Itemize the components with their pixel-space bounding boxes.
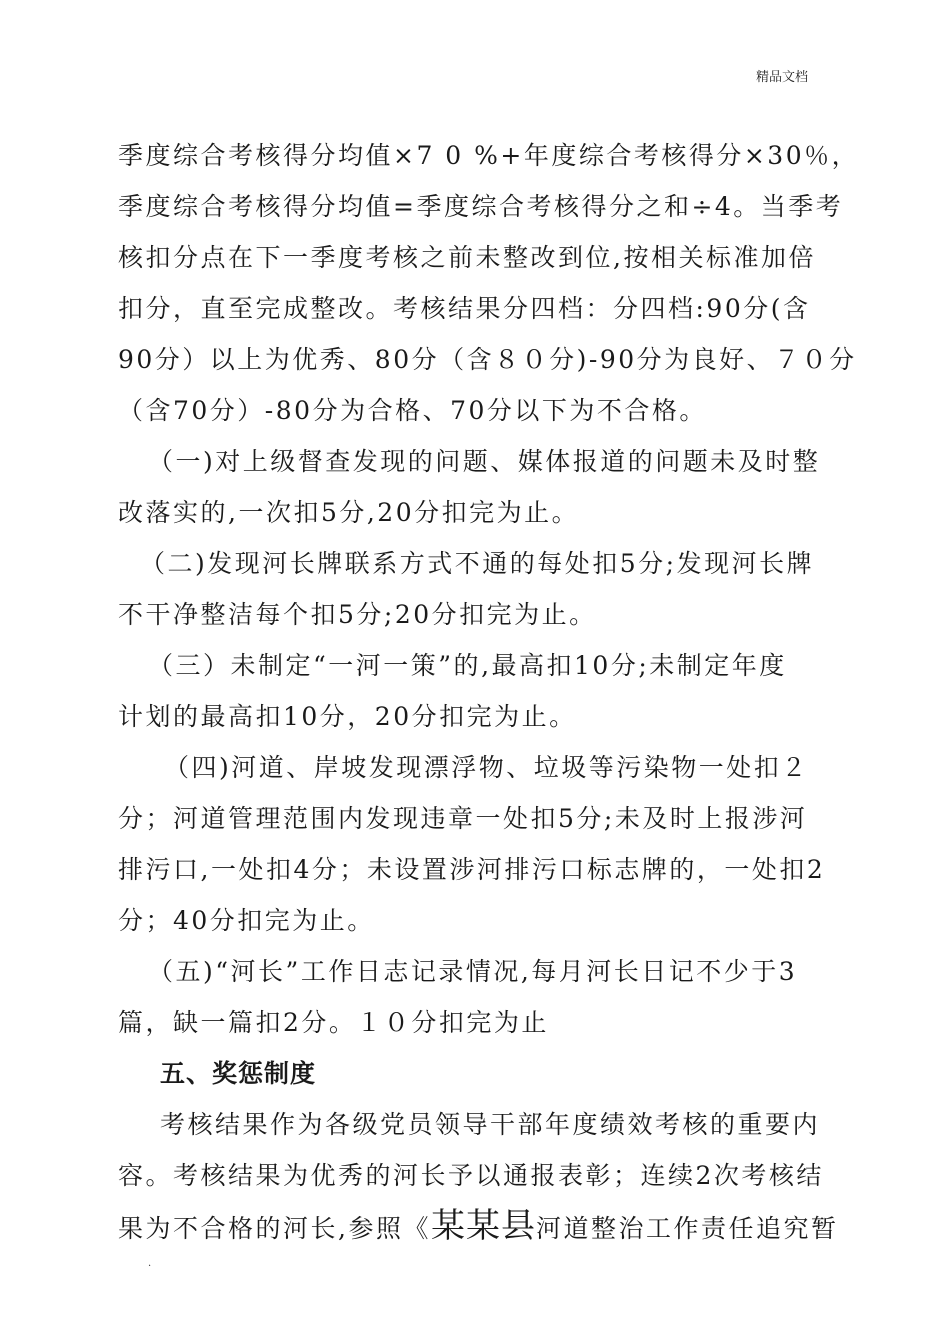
text-line <box>118 1201 838 1252</box>
text-line: （五)“河长”工作日志记录情况,每月河长日记不少于3 <box>148 957 798 986</box>
text-line: （三）未制定“一河一策”的,最高扣10分;未制定年度 <box>148 651 787 680</box>
county-name: 某某县 <box>430 1206 536 1246</box>
text-line: 分；河道管理范围内发现违章一处扣5分;未及时上报涉河 <box>118 804 808 833</box>
text-line: （含70分）-80分为合格、70分以下为不合格。 <box>118 396 707 425</box>
text-line: （二)发现河长牌联系方式不通的每处扣5分;发现河长牌 <box>140 549 815 578</box>
text-segment: 果为不合格的河长,参照《 <box>118 1214 431 1243</box>
text-line: 季度综合考核得分均值=季度综合考核得分之和÷4。当季考 <box>118 192 844 221</box>
text-line: 篇，缺一篇扣2分。１０分扣完为止 <box>118 1008 549 1037</box>
text-line: 容。考核结果为优秀的河长予以通报表彰；连续2次考核结 <box>118 1161 824 1190</box>
footer-dot: . <box>148 1258 152 1269</box>
text-line: 计划的最高扣10分，20分扣完为止。 <box>118 702 577 731</box>
section-heading: 五、奖惩制度 <box>160 1059 317 1088</box>
text-line: 扣分，直至完成整改。考核结果分四档：分四档:90分(含 <box>118 294 811 323</box>
text-line: 分；40分扣完为止。 <box>118 906 375 935</box>
page-header-label: 精品文档 <box>755 70 808 85</box>
text-line: 考核结果作为各级党员领导干部年度绩效考核的重要内 <box>160 1110 821 1139</box>
text-line: （一)对上级督查发现的问题、媒体报道的问题未及时整 <box>148 447 821 476</box>
document-body <box>118 130 860 1252</box>
text-line: 90分）以上为优秀、80分（含８０分)-90分为良好、７０分 <box>118 345 857 374</box>
text-line: 核扣分点在下一季度考核之前未整改到位,按相关标准加倍 <box>118 243 816 272</box>
text-segment: 河道整治工作责任追究暂 <box>535 1214 839 1243</box>
text-line: 排污口,一处扣4分；未设置涉河排污口标志牌的，一处扣2 <box>118 855 826 884</box>
text-line: 改落实的,一次扣5分,20分扣完为止。 <box>118 498 580 527</box>
text-line: （四)河道、岸坡发现漂浮物、垃圾等污染物一处扣２ <box>164 753 809 782</box>
text-line: 季度综合考核得分均值×7 0 %+年度综合考核得分×30％， <box>118 141 860 170</box>
text-line: 不干净整洁每个扣5分;20分扣完为止。 <box>118 600 597 629</box>
